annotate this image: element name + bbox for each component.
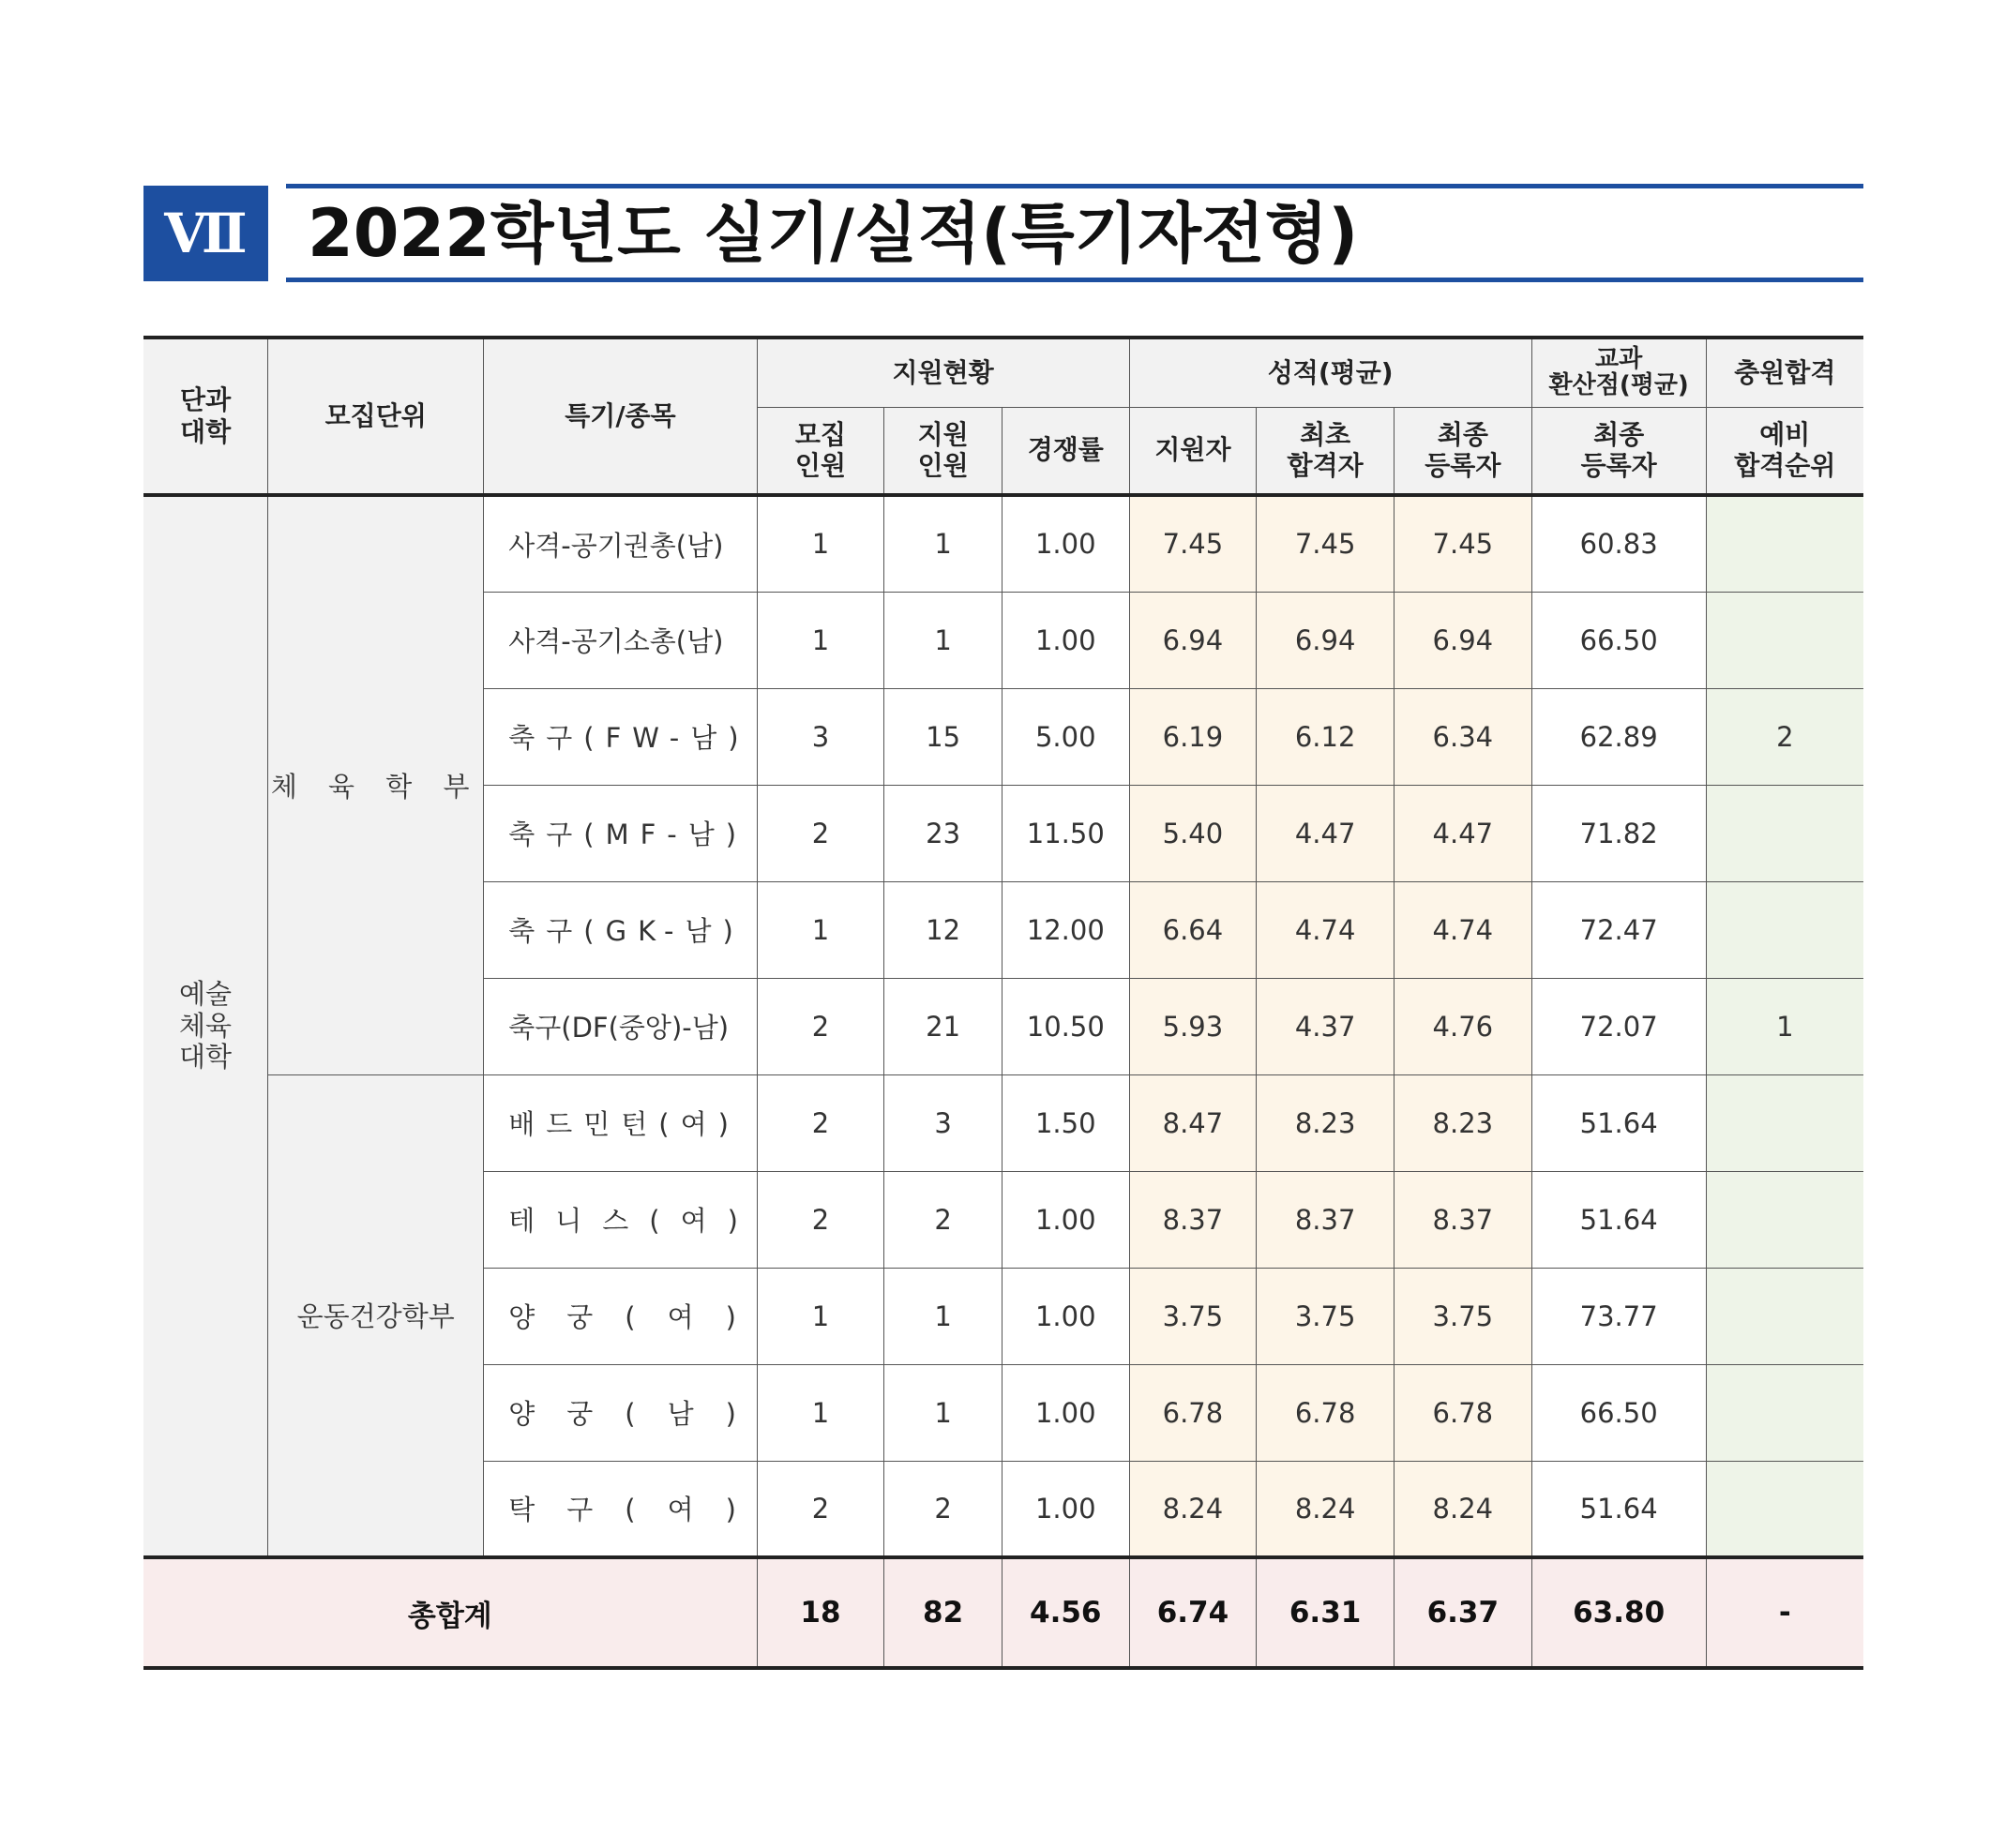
header-grade-first: 최초 합격자 [1257,407,1395,495]
recruit-cell: 1 [757,592,884,688]
header-unit: 모집단위 [268,338,484,495]
ratio-cell: 10.50 [1002,978,1129,1074]
waitlist-cell [1706,1364,1863,1461]
event-cell: 축구(FW-남) [484,688,757,785]
converted-cell: 51.64 [1531,1171,1706,1268]
header-grade-final: 최종 등록자 [1394,407,1531,495]
results-table [143,336,1863,1670]
applicants-cell: 21 [884,978,1003,1074]
total-label: 총합계 [143,1557,757,1668]
header-college: 단과 대학 [143,338,268,495]
grade-applicants-cell: 7.45 [1129,495,1257,592]
applicants-cell: 1 [884,495,1003,592]
converted-cell: 66.50 [1531,1364,1706,1461]
total-ratio: 4.56 [1002,1557,1129,1668]
grade-first-cell: 4.47 [1257,785,1395,881]
title-rule-bottom [286,278,1863,282]
waitlist-cell [1706,785,1863,881]
applicants-cell: 3 [884,1074,1003,1171]
total-grade-first: 6.31 [1257,1557,1395,1668]
recruit-cell: 1 [757,495,884,592]
section-number-badge: Ⅶ [143,186,268,281]
applicants-cell: 23 [884,785,1003,881]
waitlist-cell [1706,1461,1863,1557]
event-cell: 축구(DF(중앙)-남) [484,978,757,1074]
grade-first-cell: 6.78 [1257,1364,1395,1461]
ratio-cell: 1.00 [1002,1364,1129,1461]
ratio-cell: 1.00 [1002,1171,1129,1268]
header-applicants: 지원 인원 [884,407,1003,495]
grade-first-cell: 7.45 [1257,495,1395,592]
recruit-cell: 3 [757,688,884,785]
waitlist-cell [1706,592,1863,688]
total-recruit: 18 [757,1557,884,1668]
event-cell: 축구(GK-남) [484,881,757,978]
converted-cell: 72.47 [1531,881,1706,978]
grade-first-cell: 8.24 [1257,1461,1395,1557]
grade-final-cell: 6.78 [1394,1364,1531,1461]
converted-cell: 60.83 [1531,495,1706,592]
table-row [143,495,1863,592]
applicants-cell: 1 [884,1268,1003,1364]
grade-first-cell: 8.23 [1257,1074,1395,1171]
page-title: 2022학년도 실기/실적(특기자전형) [308,195,1359,272]
total-converted: 63.80 [1531,1557,1706,1668]
grade-applicants-cell: 8.37 [1129,1171,1257,1268]
waitlist-cell [1706,1171,1863,1268]
grade-final-cell: 8.23 [1394,1074,1531,1171]
converted-cell: 72.07 [1531,978,1706,1074]
waitlist-cell [1706,1074,1863,1171]
event-cell: 축구(MF-남) [484,785,757,881]
ratio-cell: 1.00 [1002,1268,1129,1364]
unit-cell-health-exercise: 운동건강학부 [268,1074,484,1557]
recruit-cell: 1 [757,1268,884,1364]
total-applicants: 82 [884,1557,1003,1668]
recruit-cell: 2 [757,1461,884,1557]
grade-applicants-cell: 6.94 [1129,592,1257,688]
waitlist-cell [1706,881,1863,978]
grade-applicants-cell: 8.47 [1129,1074,1257,1171]
grade-applicants-cell: 8.24 [1129,1461,1257,1557]
title-rule-top [286,184,1863,188]
grade-applicants-cell: 6.64 [1129,881,1257,978]
header-event: 특기/종목 [484,338,757,495]
header-waitlist-rank: 예비 합격순위 [1706,407,1863,495]
grade-final-cell: 6.94 [1394,592,1531,688]
event-cell: 배드민턴(여) [484,1074,757,1171]
converted-cell: 71.82 [1531,785,1706,881]
recruit-cell: 2 [757,1171,884,1268]
applicants-cell: 12 [884,881,1003,978]
college-cell: 예술 체육 대학 [143,495,268,1557]
grade-final-cell: 6.34 [1394,688,1531,785]
ratio-cell: 1.00 [1002,495,1129,592]
grade-final-cell: 4.47 [1394,785,1531,881]
converted-cell: 73.77 [1531,1268,1706,1364]
ratio-cell: 1.50 [1002,1074,1129,1171]
grade-applicants-cell: 6.19 [1129,688,1257,785]
grade-applicants-cell: 5.40 [1129,785,1257,881]
event-cell: 사격-공기소총(남) [484,592,757,688]
total-grade-final: 6.37 [1394,1557,1531,1668]
event-cell: 테니스(여) [484,1171,757,1268]
waitlist-cell: 2 [1706,688,1863,785]
grade-first-cell: 6.12 [1257,688,1395,785]
recruit-cell: 2 [757,978,884,1074]
ratio-cell: 11.50 [1002,785,1129,881]
grade-final-cell: 7.45 [1394,495,1531,592]
converted-cell: 51.64 [1531,1074,1706,1171]
header-group-application: 지원현황 [757,338,1129,407]
ratio-cell: 5.00 [1002,688,1129,785]
recruit-cell: 1 [757,1364,884,1461]
grade-first-cell: 8.37 [1257,1171,1395,1268]
grade-first-cell: 3.75 [1257,1268,1395,1364]
total-row [143,1557,1863,1668]
event-cell: 양궁(남) [484,1364,757,1461]
ratio-cell: 12.00 [1002,881,1129,978]
header-recruit: 모집 인원 [757,407,884,495]
table-row [143,1074,1863,1171]
grade-final-cell: 4.76 [1394,978,1531,1074]
recruit-cell: 2 [757,785,884,881]
applicants-cell: 1 [884,592,1003,688]
header-grade-applicants: 지원자 [1129,407,1257,495]
event-cell: 탁구(여) [484,1461,757,1557]
applicants-cell: 1 [884,1364,1003,1461]
unit-cell-physical-education: 체 육 학 부 [268,495,484,1074]
converted-cell: 62.89 [1531,688,1706,785]
header-group-grades: 성적(평균) [1129,338,1531,407]
grade-final-cell: 3.75 [1394,1268,1531,1364]
grade-final-cell: 4.74 [1394,881,1531,978]
grade-applicants-cell: 3.75 [1129,1268,1257,1364]
grade-first-cell: 4.37 [1257,978,1395,1074]
ratio-cell: 1.00 [1002,1461,1129,1557]
header-ratio: 경쟁률 [1002,407,1129,495]
applicants-cell: 15 [884,688,1003,785]
waitlist-cell: 1 [1706,978,1863,1074]
grade-final-cell: 8.37 [1394,1171,1531,1268]
recruit-cell: 1 [757,881,884,978]
event-cell: 양궁(여) [484,1268,757,1364]
header-converted-final: 최종 등록자 [1531,407,1706,495]
grade-applicants-cell: 6.78 [1129,1364,1257,1461]
applicants-cell: 2 [884,1461,1003,1557]
total-grade-applicants: 6.74 [1129,1557,1257,1668]
total-waitlist: - [1706,1557,1863,1668]
grade-final-cell: 8.24 [1394,1461,1531,1557]
grade-first-cell: 6.94 [1257,592,1395,688]
ratio-cell: 1.00 [1002,592,1129,688]
converted-cell: 66.50 [1531,592,1706,688]
converted-cell: 51.64 [1531,1461,1706,1557]
event-cell: 사격-공기권총(남) [484,495,757,592]
waitlist-cell [1706,1268,1863,1364]
recruit-cell: 2 [757,1074,884,1171]
grade-applicants-cell: 5.93 [1129,978,1257,1074]
header-group-converted: 교과 환산점(평균) [1531,338,1706,407]
waitlist-cell [1706,495,1863,592]
header-group-extra: 충원합격 [1706,338,1863,407]
grade-first-cell: 4.74 [1257,881,1395,978]
applicants-cell: 2 [884,1171,1003,1268]
